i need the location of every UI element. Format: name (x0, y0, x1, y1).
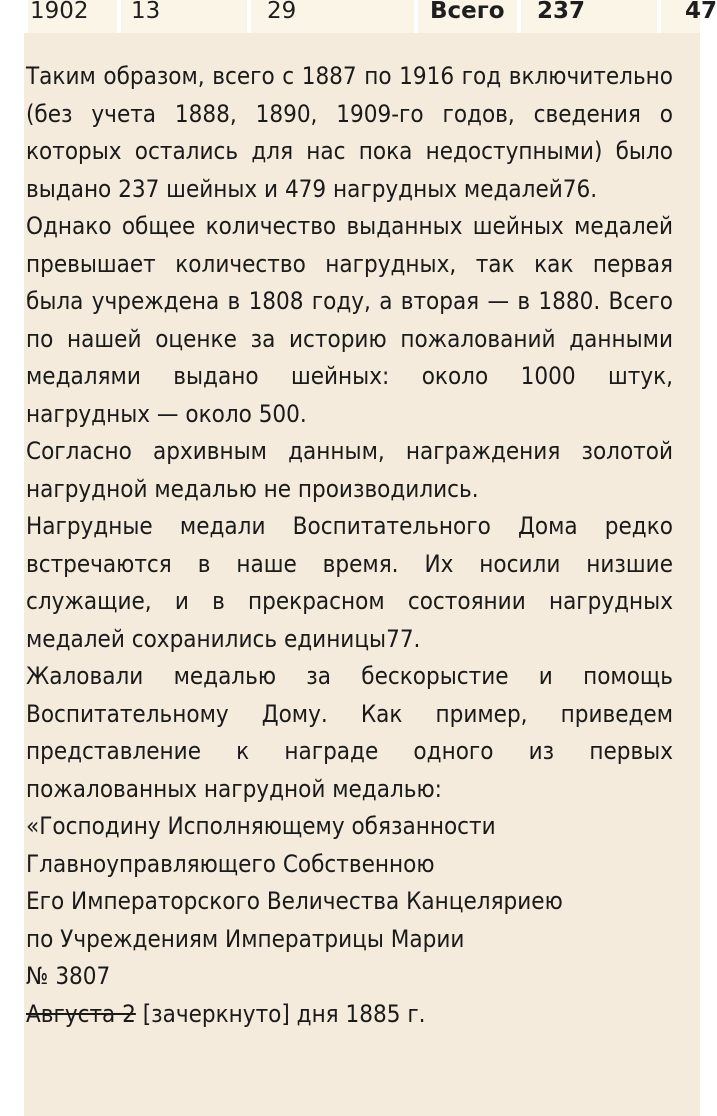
address-line: по Учреждениям Императрицы Марии (26, 924, 465, 953)
total-neck-value: 237 (537, 0, 586, 24)
total-breast-value: 47 (685, 0, 717, 24)
neck-medals-value: 13 (131, 0, 161, 24)
year-value: 1902 (30, 0, 89, 24)
date-line (26, 996, 673, 1034)
table-cell-year (28, 0, 117, 33)
address-line: Главноуправляющего Собственною (26, 849, 435, 878)
breast-medals-value: 29 (267, 0, 297, 24)
paragraph: Согласно архивным данным, награждения золотой нагрудной медалью не производились. (26, 437, 673, 503)
statistics-table-row (24, 0, 717, 33)
struck-text: Августа 2 (26, 999, 136, 1028)
paragraph: Нагрудные медали Воспитательного Дома редко встречаются в наше время. Их носили низшие служащие, и в прекрасном состоянии нагрудных медалей сохранились единицы77. (26, 512, 673, 653)
paragraph: Жаловали медалью за бескорыстие и помощь Воспитательному Дому. Как пример, приведем представление к награде одного из первых пожалованных нагрудной медалью: (26, 662, 673, 803)
table-cell-total-breast (661, 0, 717, 33)
address-line: «Господину Исполняющему обязанности (26, 812, 496, 840)
quoted-address (26, 808, 673, 1033)
table-cell-total-neck (521, 0, 657, 33)
date-text: [зачеркнуто] дня 1885 г. (135, 999, 426, 1028)
document-page (24, 0, 717, 1116)
body-text (26, 58, 673, 1033)
table-cell-total-label (418, 0, 517, 33)
table-cell-neck (121, 0, 247, 33)
paragraph: Таким образом, всего с 1887 по 1916 год включительно (без учета 1888, 1890, 1909-го годов, сведения о которых остались для нас пока недоступными) было выдано 237 шейных и 479 нагрудных медалей76. (26, 62, 673, 203)
document-number: № 3807 (26, 962, 111, 990)
address-line: Его Императорского Величества Канцеляриею (26, 887, 563, 915)
table-cell-breast (251, 0, 414, 33)
total-label: Всего (430, 0, 505, 24)
paragraph: Однако общее количество выданных шейных медалей превышает количество нагрудных, так как первая была учреждена в 1808 году, а вторая — в 1880. Всего по нашей оценке за историю пожалований данными медалями выдано шейных: около 1000 штук, нагрудных — около 500. (26, 212, 673, 428)
